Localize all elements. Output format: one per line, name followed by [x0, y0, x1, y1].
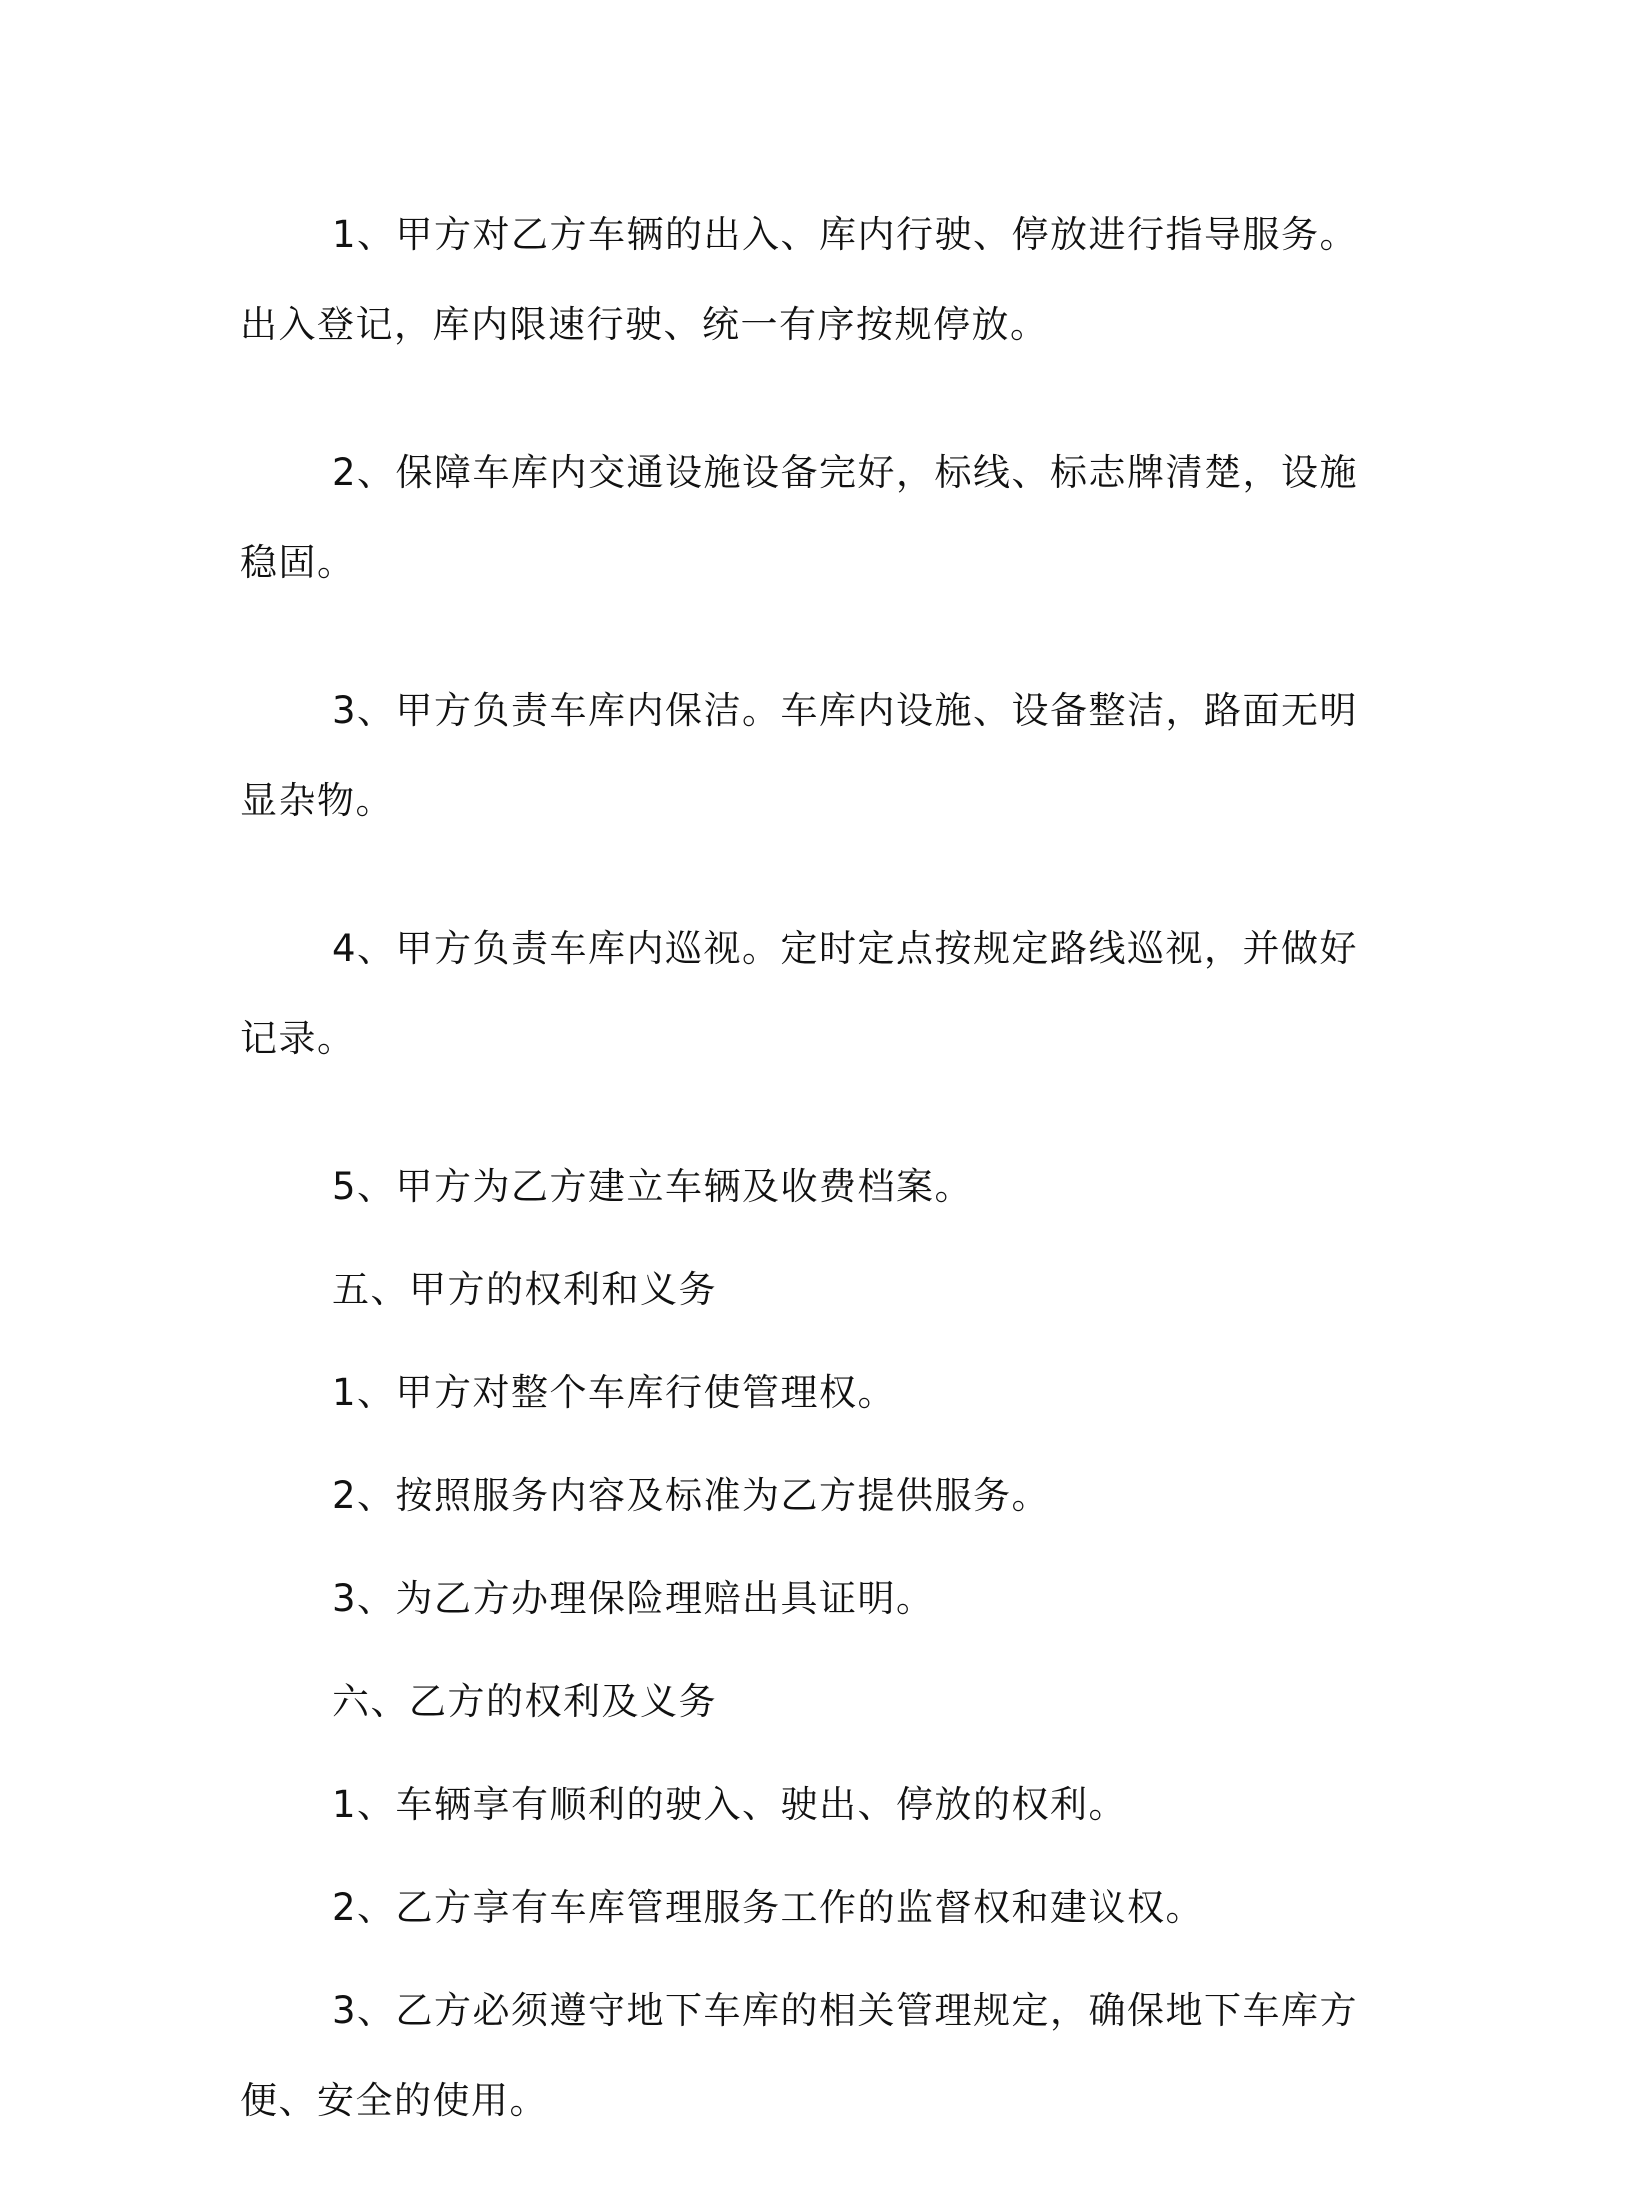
paragraph-party-b-2: 2、乙方享有车库管理服务工作的监督权和建议权。: [332, 1886, 1205, 1929]
paragraph-party-b-3: 3、乙方必须遵守地下车库的相关管理规定，确保地下车库方便、安全的使用。: [240, 1989, 1359, 2122]
paragraph-service-4: 4、甲方负责车库内巡视。定时定点按规定路线巡视，并做好记录。: [240, 927, 1359, 1060]
section-heading-party-a: 五、甲方的权利和义务: [332, 1268, 717, 1311]
paragraph-party-a-1: 1、甲方对整个车库行使管理权。: [332, 1371, 897, 1414]
paragraph-service-3: 3、甲方负责车库内保洁。车库内设施、设备整洁，路面无明显杂物。: [240, 689, 1359, 822]
paragraph-party-b-1: 1、车辆享有顺利的驶入、驶出、停放的权利。: [332, 1783, 1128, 1826]
paragraph-service-5: 5、甲方为乙方建立车辆及收费档案。: [332, 1165, 974, 1208]
section-heading-party-b: 六、乙方的权利及义务: [332, 1680, 717, 1723]
paragraph-party-a-2: 2、按照服务内容及标准为乙方提供服务。: [332, 1474, 1051, 1517]
document-body: [240, 190, 1385, 2204]
paragraph-service-1: 1、甲方对乙方车辆的出入、库内行驶、停放进行指导服务。出入登记，库内限速行驶、统一有序按规停放。: [240, 213, 1359, 346]
paragraph-party-a-3: 3、为乙方办理保险理赔出具证明。: [332, 1577, 935, 1620]
paragraph-service-2: 2、保障车库内交通设施设备完好，标线、标志牌清楚，设施稳固。: [240, 451, 1359, 584]
